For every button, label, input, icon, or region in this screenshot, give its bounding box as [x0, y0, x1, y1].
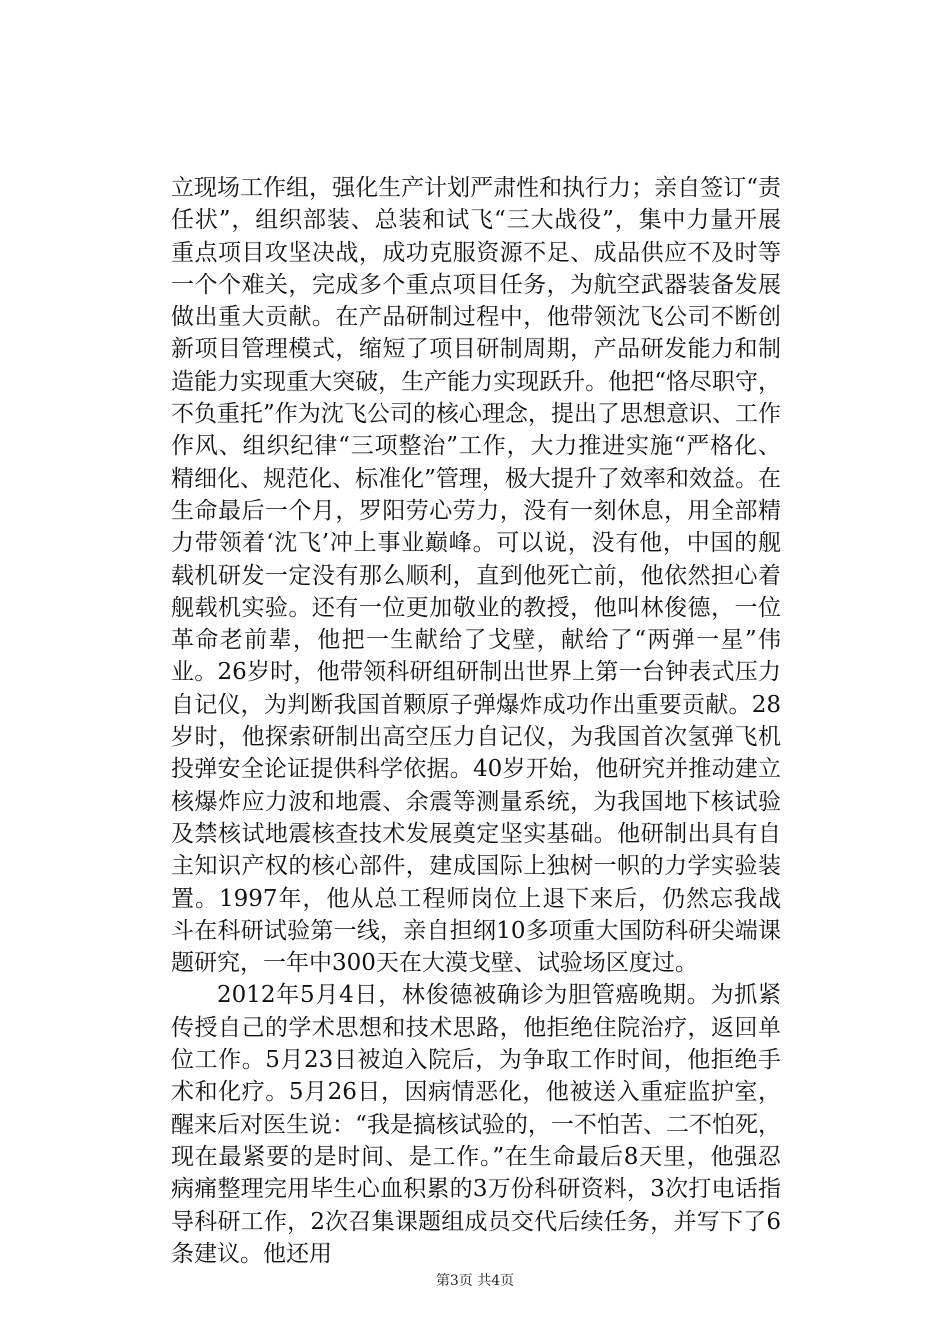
page-footer: 第3页 共4页 — [435, 1273, 515, 1289]
paragraph-1: 立现场工作组，强化生产计划严肃性和执行力；亲自签订“责任状”，组织部装、总装和试飞“三大战役”，集中力量开展重点项目攻坚决战，成功克服资源不足、成品供应不及时等一个个难关，完成多个重点项目任务，为航空武器装备发展做出重大贡献。在产品研制过程中，他带领沈飞公司不断创新项目管理模式，缩短了项目研制周期，产品研发能力和制造能力实现重大突破，生产能力实现跃升。他把“恪尽职守，不负重托”作为沈飞公司的核心理念，提出了思想意识、工作作风、组织纪律“三项整治”工作，大力推进实施“严格化、精细化、规范化、标准化”管理，极大提升了效率和效益。在生命最后一个月，罗阳劳心劳力，没有一刻休息，用全部精力带领着‘沈飞’冲上事业巅峰。可以说，没有他，中国的舰载机研发一定没有那么顺利，直到他死亡前，他依然担心着舰载机实验。还有一位更加敬业的教授，他叫林俊德，一位革命老前辈，他把一生献给了戈壁，献给了“两弹一星”伟业。26岁时，他带领科研组研制出世界上第一台钟表式压力自记仪，为判断我国首颗原子弹爆炸成功作出重要贡献。28岁时，他探索研制出高空压力自记仪，为我国首次氢弹飞机投弹安全论证提供科学依据。40岁开始，他研究并推动建立核爆炸应力波和地震、余震等测量系统，为我国地下核试验及禁核试地震核查技术发展奠定坚实基础。他研制出具有自主知识产权的核心部件，建成国际上独树一帜的力学实验装置。1997年，他从总工程师岗位上退下来后，仍然忘我战斗在科研试验第一线，亲自担纲10多项重大国防科研尖端课题研究，一年中300天在大漠戈壁、试验场区度过。 — [171, 175, 781, 977]
paragraph-2: 2012年5月4日，林俊德被确诊为胆管癌晚期。为抓紧传授自己的学术思想和技术思路，他拒绝住院治疗，返回单位工作。5月23日被迫入院后，为争取工作时间，他拒绝手术和化疗。5月26日，因病情恶化，他被送入重症监护室，醒来后对医生说：“我是搞核试验的，一不怕苦、二不怕死，现在最紧要的是时间、是工作。”在生命最后8天里，他强忍病痛整理完用毕生心血积累的3万份科研资料，3次打电话指导科研工作，2次召集课题组成员交代后续任务，并写下了6条建议。他还用 — [171, 982, 781, 1267]
document-body — [171, 172, 781, 1270]
